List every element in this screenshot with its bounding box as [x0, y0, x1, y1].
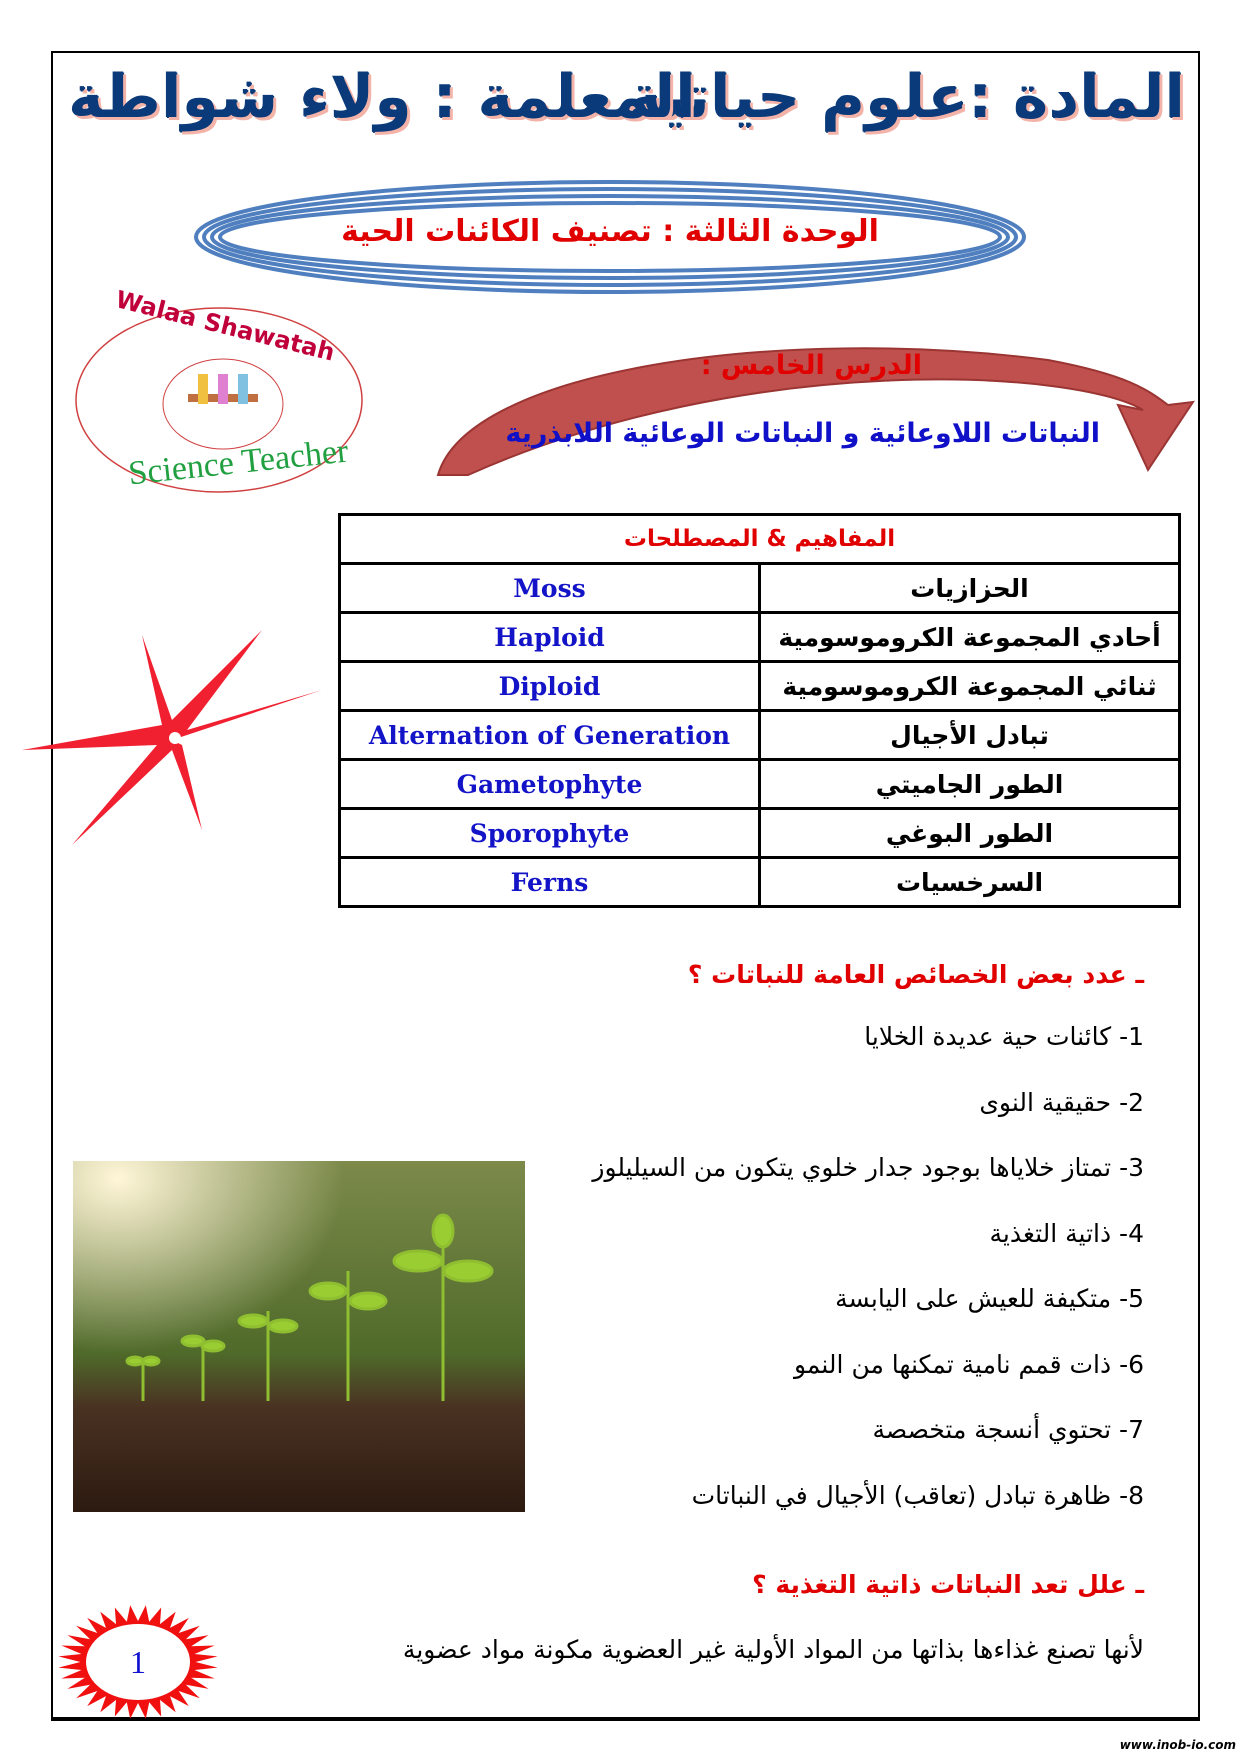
- term-english: Gametophyte: [340, 760, 760, 809]
- term-arabic: تبادل الأجيال: [760, 711, 1180, 760]
- seedlings-photo: [73, 1161, 525, 1512]
- term-arabic: السرخسيات: [760, 858, 1180, 907]
- question-characteristics: ـ عدد بعض الخصائص العامة للنباتات ؟: [687, 960, 1144, 989]
- footer-url: www.inob-io.com: [1119, 1738, 1236, 1752]
- term-english: Moss: [340, 564, 760, 613]
- terms-table-row: [340, 711, 1180, 760]
- term-arabic: الطور الجاميتي: [760, 760, 1180, 809]
- term-english: Alternation of Generation: [340, 711, 760, 760]
- term-arabic: أحادي المجموعة الكروموسومية: [760, 613, 1180, 662]
- term-english: Haploid: [340, 613, 760, 662]
- term-english: Sporophyte: [340, 809, 760, 858]
- answer-autotrophic: لأنها تصنع غذاءها بذاتها من المواد الأولية غير العضوية مكونة مواد عضوية: [402, 1635, 1144, 1664]
- term-arabic: الحزازيات: [760, 564, 1180, 613]
- subject-title: المادة :علوم حياتية: [626, 62, 1185, 132]
- characteristic-item: 2- حقيقية النوى: [979, 1087, 1144, 1117]
- unit-title: الوحدة الثالثة : تصنيف الكائنات الحية: [341, 214, 879, 249]
- page-number: 1: [130, 1644, 146, 1680]
- lesson-title: النباتات اللاوعائية و النباتات الوعائية اللابذرية: [505, 418, 1100, 449]
- terms-table-row: [340, 760, 1180, 809]
- term-arabic: ثنائي المجموعة الكروموسومية: [760, 662, 1180, 711]
- terms-table-row: [340, 809, 1180, 858]
- characteristic-item: 1- كائنات حية عديدة الخلايا: [864, 1022, 1144, 1051]
- term-english: Ferns: [340, 858, 760, 907]
- logo-bottom-text: Science Teacher: [126, 432, 350, 493]
- characteristic-item: 6- ذات قمم نامية تمكنها من النمو: [794, 1349, 1144, 1379]
- terms-table-row: [340, 613, 1180, 662]
- characteristic-item: 4- ذاتية التغذية: [989, 1218, 1144, 1248]
- logo-top-text: Walaa Shawatah: [112, 285, 338, 367]
- terms-table: [338, 513, 1181, 908]
- terms-table-row: [340, 662, 1180, 711]
- term-arabic: الطور البوغي: [760, 809, 1180, 858]
- teacher-name: المعلمة : ولاء شواطة: [68, 62, 696, 132]
- teacher-logo: [73, 285, 365, 496]
- terms-table-header: المفاهيم & المصطلحات: [340, 515, 1180, 564]
- characteristic-item: 8- ظاهرة تبادل (تعاقب) الأجيال في النباتات: [691, 1480, 1144, 1510]
- lesson-label: الدرس الخامس :: [700, 350, 922, 381]
- characteristic-item: 7- تحتوي أنسجة متخصصة: [872, 1415, 1144, 1444]
- terms-table-row: [340, 564, 1180, 613]
- question-autotrophic: ـ علل تعد النباتات ذاتية التغذية ؟: [752, 1570, 1144, 1599]
- characteristic-item: 5- متكيفة للعيش على اليابسة: [835, 1284, 1144, 1313]
- terms-table-row: [340, 858, 1180, 907]
- starburst-icon: [22, 630, 332, 845]
- term-english: Diploid: [340, 662, 760, 711]
- characteristic-item: 3- تمتاز خلاياها بوجود جدار خلوي يتكون من السيليلوز: [592, 1153, 1144, 1182]
